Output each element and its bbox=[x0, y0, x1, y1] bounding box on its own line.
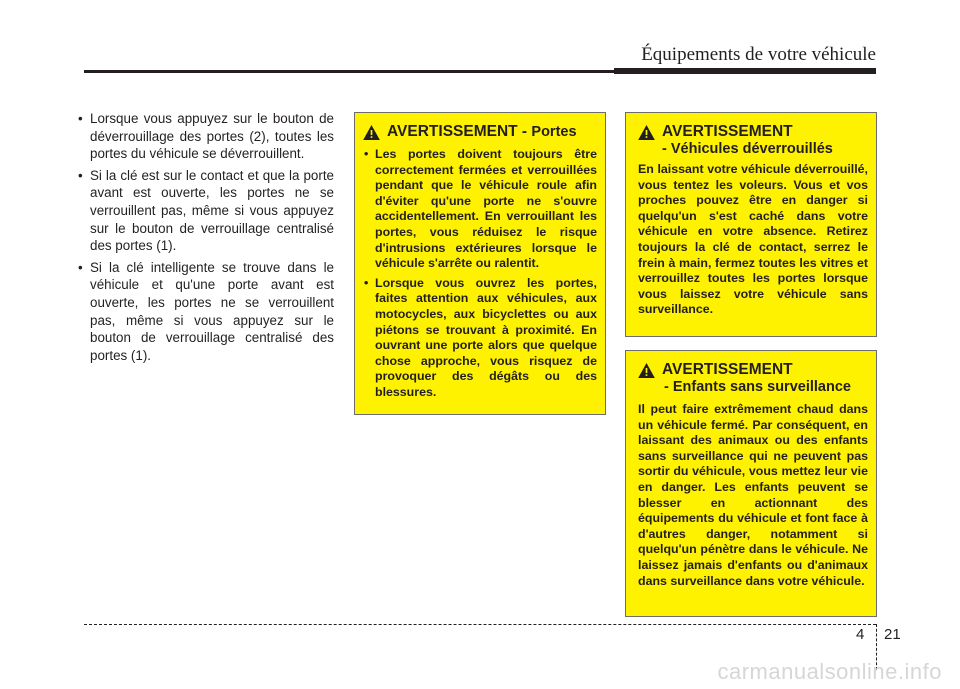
warning-item: • Les portes doivent toujours être correctement fermées et verrouillées pendant que le véhicule roule afin d'éviter qu'une porte ne s'ouvre accidentellement. En verrouillant les portes, vous réduisez le risque d'intrusions extérieures lorsque le véhicule s'arrête ou ralentit. bbox=[363, 147, 597, 272]
page-number: 21 bbox=[884, 626, 901, 643]
warning-title: AVERTISSEMENT bbox=[662, 361, 793, 378]
warning-box-unlocked-vehicles bbox=[625, 112, 877, 337]
footer-rule bbox=[84, 624, 876, 625]
bullet-item: • Lorsque vous appuyez sur le bouton de déverrouillage des portes (2), toutes les portes du véhicule se déverrouillent. bbox=[76, 110, 334, 163]
watermark: carmanualsonline.info bbox=[717, 659, 942, 684]
warning-subtitle: - Véhicules déverrouillés bbox=[662, 141, 833, 157]
bullet-item: • Si la clé est sur le contact et que la porte avant est ouverte, les portes ne se verrouillent pas, même si vous appuyez sur le bouton de verrouillage centralisé des portes (1). bbox=[76, 167, 334, 255]
warning-triangle-icon bbox=[363, 125, 380, 140]
warning-item: • Lorsque vous ouvrez les portes, faites attention aux véhicules, aux motocycles, aux bicyclettes ou aux piétons se trouvant à proximité. En ouvrant une porte alors que quelque chose approche, vous risquez de provoquer des dégâts ou des blessures. bbox=[363, 276, 597, 401]
header-rule-accent bbox=[614, 68, 876, 74]
warning-subtitle: - Enfants sans surveillance bbox=[664, 379, 851, 395]
warning-triangle-icon bbox=[638, 125, 655, 140]
warning-text: Il peut faire extrêmement chaud dans un véhicule fermé. Par conséquent, en laissant des animaux ou des enfants sans surveillance qui ne peuvent pas sortir du véhicule, vous mettez leur vie en danger. Les enfants peuvent se blesser en actionnant des équipements du véhicule et font face à d'autres danger, notamment si quelqu'un pénètre dans le véhicule. Ne laissez jamais d'enfants ou d'animaux dans surveillance dans votre véhicule. bbox=[638, 402, 868, 588]
warning-header bbox=[638, 361, 868, 396]
warning-box-unattended-children bbox=[625, 350, 877, 617]
warning-triangle-icon bbox=[638, 363, 655, 378]
warning-header bbox=[363, 123, 597, 141]
warning-subtitle: Portes bbox=[531, 124, 577, 140]
warning-header bbox=[638, 123, 868, 158]
warning-list bbox=[363, 147, 597, 401]
warning-title: AVERTISSEMENT bbox=[662, 123, 793, 140]
warning-box-doors bbox=[354, 112, 606, 415]
page-header-title: Équipements de votre véhicule bbox=[641, 44, 876, 65]
bullet-item: • Si la clé intelligente se trouve dans le véhicule et qu'une porte avant est ouverte, les portes ne se verrouillent pas, même si vous appuyez sur le bouton de verrouillage centralisé des portes (1). bbox=[76, 259, 334, 365]
warning-title: AVERTISSEMENT - bbox=[387, 123, 528, 140]
warning-text: En laissant votre véhicule déverrouillé, vous tentez les voleurs. Vous et vos proches pouvez être en danger si quelqu'un s'est caché dans votre véhicule en votre absence. Retirez toujours la clé de contact, serrez le frein à main, fermez toutes les vitres et verrouillez toutes les portes lorsque vous laissez votre véhicule sans surveillance. bbox=[638, 162, 868, 317]
chapter-number: 4 bbox=[856, 626, 865, 643]
left-column-text bbox=[76, 110, 334, 368]
